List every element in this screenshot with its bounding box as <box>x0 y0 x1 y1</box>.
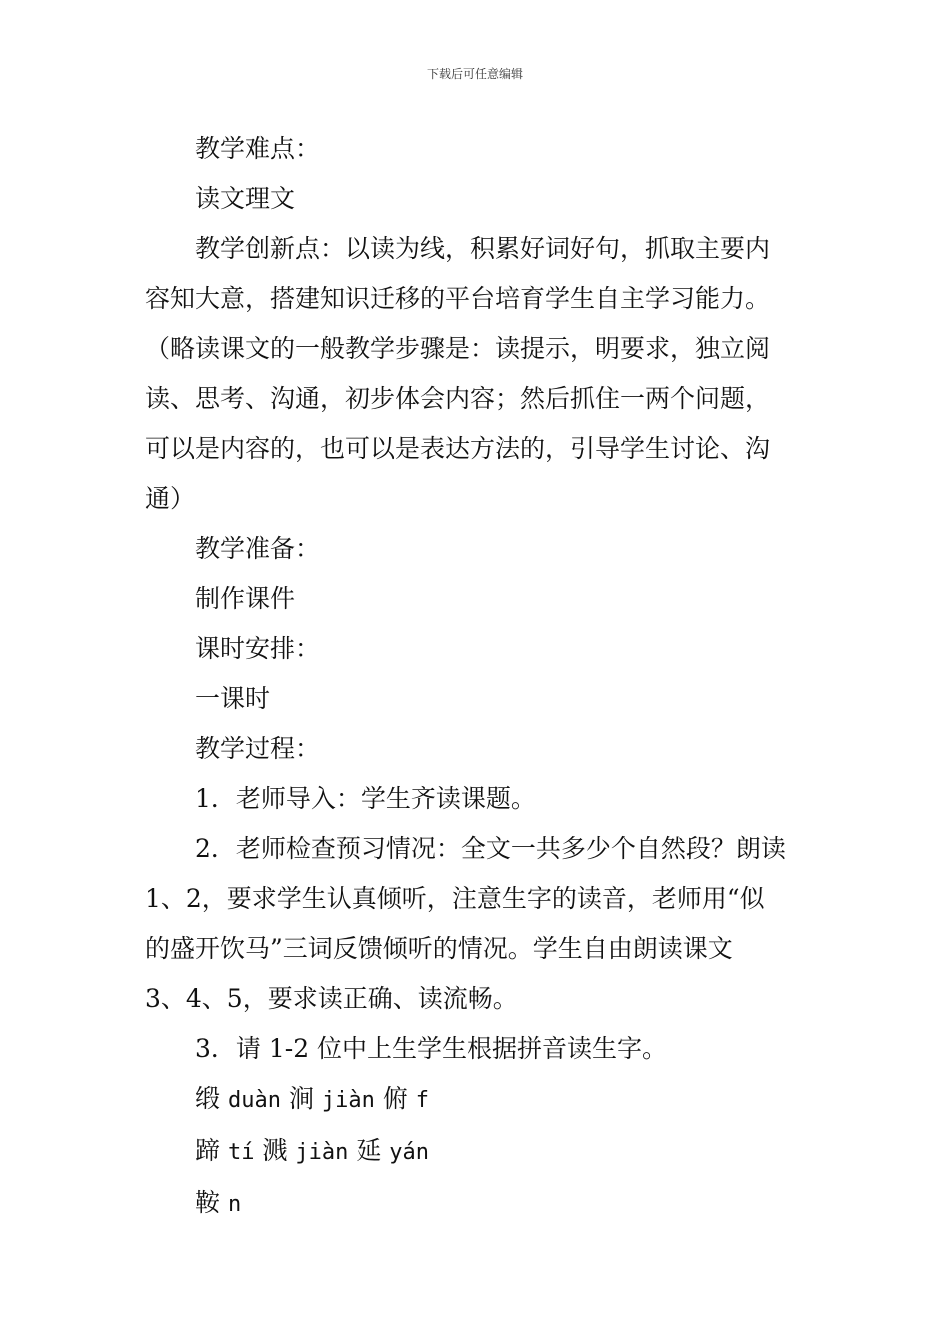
innovation-paragraph-line: 容知大意，搭建知识迁移的平台培育学生自主学习能力。 <box>145 284 771 313</box>
step-1: 1．老师导入：学生齐读课题。 <box>195 784 536 813</box>
pinyin-reading: duàn <box>227 1088 281 1113</box>
pinyin-reading: tí <box>227 1140 255 1165</box>
innovation-paragraph-line: 可以是内容的，也可以是表达方法的，引导学生讨论、沟 <box>145 434 771 463</box>
innovation-paragraph-line: 教学创新点：以读为线，积累好词好句，抓取主要内 <box>195 234 771 263</box>
pinyin-row <box>145 1178 810 1230</box>
difficulty-heading: 教学难点： <box>195 134 321 163</box>
pinyin-row <box>145 1074 810 1126</box>
step-3: 3．请 1-2 位中上生学生根据拼音读生字。 <box>195 1034 668 1063</box>
pinyin-reading: f <box>415 1088 430 1113</box>
page-header: 下载后可任意编辑 <box>426 67 523 81</box>
pinyin-char: 鞍 <box>195 1188 221 1217</box>
pinyin-char: 蹄 <box>195 1136 221 1165</box>
step-2-line: 3、4、5，要求读正确、读流畅。 <box>145 984 518 1013</box>
prep-text: 制作课件 <box>195 584 296 613</box>
pinyin-char: 俯 <box>382 1084 408 1113</box>
pinyin-reading: jiàn <box>295 1140 349 1165</box>
innovation-paragraph-line: 读、思考、沟通，初步体会内容；然后抓住一两个问题， <box>145 384 771 413</box>
pinyin-reading: jiàn <box>321 1088 375 1113</box>
difficulty-text: 读文理文 <box>195 184 296 213</box>
schedule-text: 一课时 <box>195 684 271 713</box>
step-2-line: 2．老师检查预习情况：全文一共多少个自然段？朗读 <box>195 834 786 863</box>
pinyin-char: 涧 <box>288 1084 314 1113</box>
prep-heading: 教学准备： <box>195 534 321 563</box>
step-2-line: 的盛开饮马”三词反馈倾听的情况。学生自由朗读课文 <box>145 934 733 963</box>
pinyin-reading: n <box>227 1192 242 1217</box>
process-heading: 教学过程： <box>195 734 321 763</box>
innovation-paragraph-line: （略读课文的一般教学步骤是：读提示，明要求，独立阅 <box>145 334 771 363</box>
innovation-paragraph-line: 通） <box>145 484 196 513</box>
document-body <box>145 124 810 1230</box>
pinyin-char: 延 <box>356 1136 382 1165</box>
schedule-heading: 课时安排： <box>195 634 321 663</box>
pinyin-reading: yán <box>389 1140 430 1165</box>
step-2-line: 1、2，要求学生认真倾听，注意生字的读音，老师用“似 <box>145 884 765 913</box>
pinyin-char: 溅 <box>262 1136 288 1165</box>
pinyin-row <box>145 1126 810 1178</box>
pinyin-char: 缎 <box>195 1084 221 1113</box>
